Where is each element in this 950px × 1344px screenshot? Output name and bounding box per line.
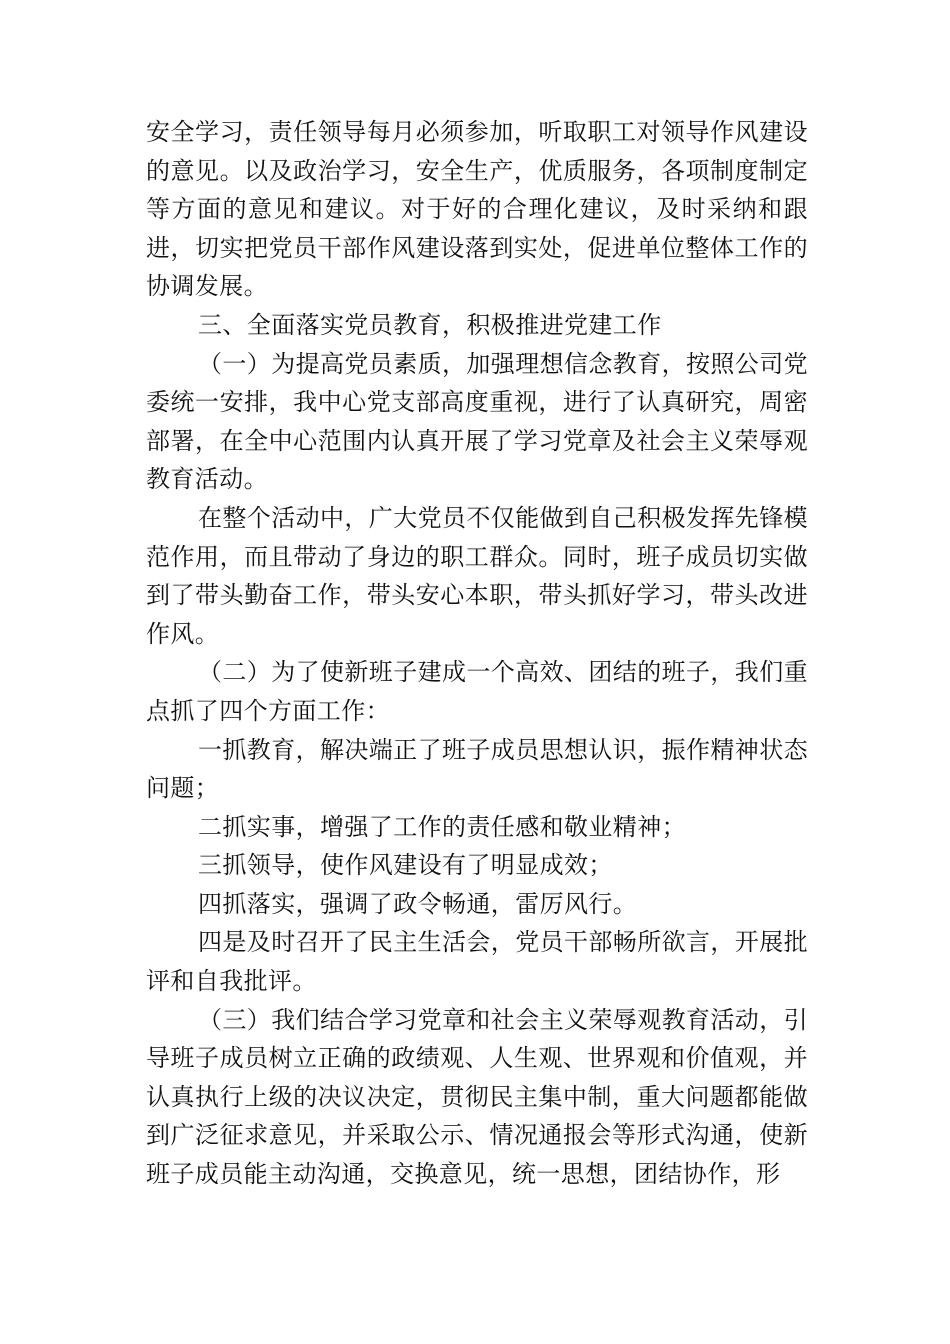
section-heading-three: 三、全面落实党员教育，积极推进党建工作 bbox=[198, 310, 662, 339]
paragraph-item-one: （一）为提高党员素质，加强理想信念教育，按照公司党委统一安排，我中心党支部高度重视，进行了认真研究，周密部署，在全中心范围内认真开展了学习党章及社会主义荣辱观教育活动。 bbox=[146, 349, 808, 494]
list-item-practical: 二抓实事，增强了工作的责任感和敬业精神； bbox=[198, 812, 686, 841]
paragraph-democratic-meeting: 四是及时召开了民主生活会，党员干部畅所欲言，开展批评和自我批评。 bbox=[146, 928, 808, 996]
list-item-education: 一抓教育，解决端正了班子成员思想认识，振作精神状态问题； bbox=[146, 735, 808, 803]
list-item-leadership: 三抓领导，使作风建设有了明显成效； bbox=[198, 851, 613, 880]
document-body bbox=[146, 113, 808, 1194]
paragraph-continuation: 安全学习，责任领导每月必须参加，听取职工对领导作风建设的意见。以及政治学习，安全生产，优质服务，各项制度制定等方面的意见和建议。对于好的合理化建议，及时采纳和跟进，切实把党员干部作风建设落到实处，促进单位整体工作的协调发展。 bbox=[146, 118, 808, 301]
list-item-implementation: 四抓落实，强调了政令畅通，雷厉风行。 bbox=[198, 889, 638, 918]
paragraph-activity: 在整个活动中，广大党员不仅能做到自己积极发挥先锋模范作用，而且带动了身边的职工群众。同时，班子成员切实做到了带头勤奋工作，带头安心本职，带头抓好学习，带头改进作风。 bbox=[146, 503, 808, 648]
paragraph-item-three: （三）我们结合学习党章和社会主义荣辱观教育活动，引导班子成员树立正确的政绩观、人生观、世界观和价值观，并认真执行上级的决议决定，贯彻民主集中制，重大问题都能做到广泛征求意见，并采取公示、情况通报会等形式沟通，使新班子成员能主动沟通，交换意见，统一思想，团结协作，形 bbox=[146, 1005, 808, 1189]
paragraph-item-two: （二）为了使新班子建成一个高效、团结的班子，我们重点抓了四个方面工作： bbox=[146, 658, 808, 725]
